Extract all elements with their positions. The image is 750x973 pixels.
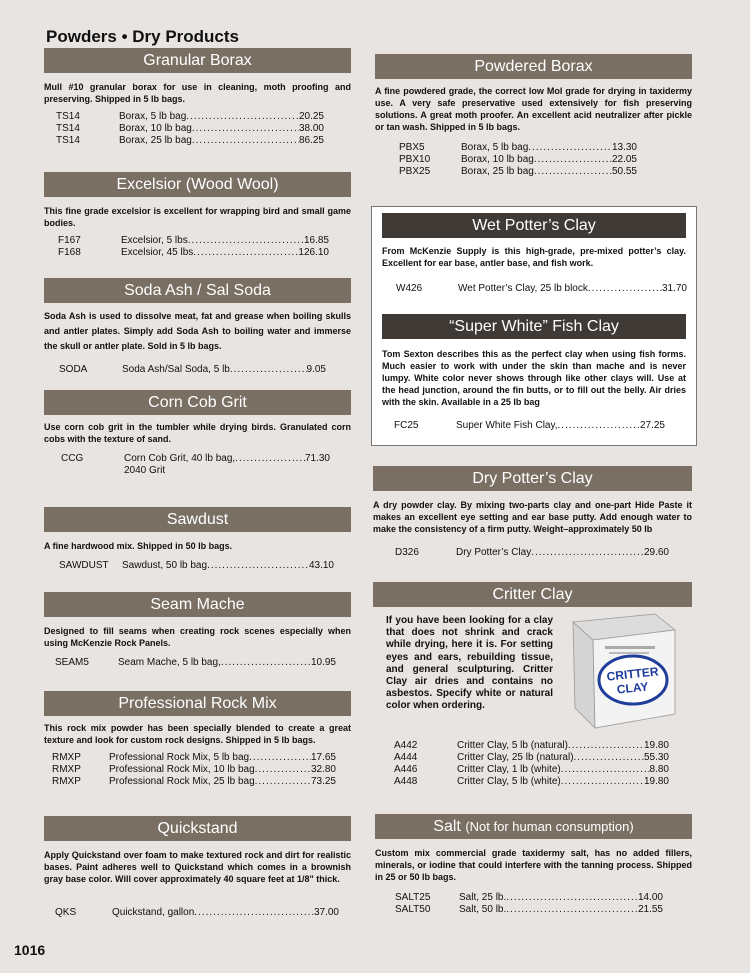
- leader-dots: [186, 111, 299, 123]
- leader-dots: [207, 560, 309, 572]
- leader-dots: [531, 547, 644, 559]
- product-price: 31.70: [661, 283, 687, 294]
- section-title: “Super White” Fish Clay: [382, 314, 686, 339]
- product-price: 27.25: [639, 420, 665, 431]
- salt-title-note: (Not for human consumption): [465, 819, 634, 834]
- section-seam-mache: [44, 592, 351, 669]
- product-code: A448: [394, 776, 418, 787]
- section-powdered-borax: [375, 54, 692, 178]
- product-code: A442: [394, 740, 418, 751]
- product-row: [373, 752, 669, 764]
- product-price: 10.95: [310, 657, 336, 668]
- leader-dots: [506, 904, 638, 916]
- leader-dots: [568, 740, 644, 752]
- clay-feature-box: [371, 206, 697, 446]
- leader-dots: [534, 154, 612, 166]
- product-price: 21.55: [637, 904, 663, 915]
- product-description: Professional Rock Mix, 10 lb bag: [109, 764, 255, 775]
- product-price: 19.80: [643, 776, 669, 787]
- product-code: PBX5: [399, 142, 425, 153]
- product-description: Professional Rock Mix, 5 lb bag: [109, 752, 250, 763]
- extra-note: 2040 Grit: [124, 465, 166, 476]
- product-row: [44, 364, 326, 376]
- leader-dots: [192, 135, 299, 147]
- product-price: 20.25: [298, 111, 324, 122]
- product-row: [44, 453, 330, 465]
- product-row: [44, 752, 336, 764]
- section-description: Tom Sexton describes this as the perfect clay when using fish forms. Much easier to work with under the skin than mache and is never lumpy. White color never shows through like other clays will. Use at the head junction, around the fin butts, or to fill out the belly. Air dries with the skin. Available in a 25 lb bag: [382, 349, 686, 407]
- product-price: 13.30: [611, 142, 637, 153]
- product-price: 16.85: [303, 235, 329, 246]
- product-description: Wet Potter’s Clay, 25 lb block: [458, 283, 588, 294]
- product-code: TS14: [56, 135, 80, 146]
- product-price: 37.00: [313, 907, 339, 918]
- product-row: [382, 283, 687, 295]
- leader-dots: [188, 235, 304, 247]
- section-title: Soda Ash / Sal Soda: [44, 278, 351, 303]
- leader-dots: [192, 123, 299, 135]
- leader-dots: [558, 420, 640, 432]
- section-sawdust: [44, 507, 351, 572]
- product-row: [382, 420, 665, 432]
- product-row: [375, 142, 637, 154]
- section-title: Sawdust: [44, 507, 351, 532]
- section-description: From McKenzie Supply is this high-grade, pre-mixed potter’s clay. Excellent for ear base, antler base, and fish work.: [382, 246, 686, 268]
- leader-dots: [506, 892, 638, 904]
- leader-dots: [588, 283, 662, 295]
- leader-dots: [255, 764, 311, 776]
- section-title: Dry Potter’s Clay: [373, 466, 692, 491]
- section-critter-clay-prices: [373, 740, 692, 788]
- product-code: A446: [394, 764, 418, 775]
- product-code: PBX10: [399, 154, 431, 165]
- product-price: 55.30: [643, 752, 669, 763]
- svg-text:CRITTER: CRITTER: [605, 664, 660, 684]
- product-row: [373, 547, 669, 559]
- product-code: D326: [395, 547, 419, 558]
- product-code: TS14: [56, 123, 80, 134]
- svg-text:CLAY: CLAY: [616, 679, 650, 697]
- leader-dots: [255, 776, 311, 788]
- product-row: [375, 904, 663, 916]
- section-description: Apply Quickstand over foam to make textured rock and dirt for realistic bases. Paint adheres well to Quickstand which comes in a brownish gray base color. Will cover approximately 40 square feet at 1/8" thick.: [44, 850, 351, 884]
- product-price: 8.80: [649, 764, 669, 775]
- product-price: 22.05: [611, 154, 637, 165]
- section-description: Use corn cob grit in the tumbler while drying birds. Granulated corn cobs with the texture of sand.: [44, 422, 351, 444]
- product-code: QKS: [55, 907, 77, 918]
- product-row: [375, 166, 637, 178]
- product-code: RMXP: [52, 764, 81, 775]
- product-code: SALT25: [395, 892, 431, 903]
- section-title: Wet Potter’s Clay: [382, 213, 686, 238]
- section-corn-cob: [44, 390, 351, 477]
- product-row: [44, 235, 329, 247]
- critter-clay-box-image: [565, 612, 678, 730]
- product-row: [44, 764, 336, 776]
- product-description: Critter Clay, 5 lb (white): [457, 776, 561, 787]
- section-title: Critter Clay: [373, 582, 692, 607]
- section-title: Seam Mache: [44, 592, 351, 617]
- product-code: F167: [58, 235, 81, 246]
- product-price: 17.65: [310, 752, 336, 763]
- section-title: Corn Cob Grit: [44, 390, 351, 415]
- product-description: Excelsior, 5 lbs: [121, 235, 188, 246]
- section-super-white: [382, 314, 686, 432]
- section-description: A fine hardwood mix. Shipped in 50 lb bags.: [44, 541, 233, 551]
- section-description: A dry powder clay. By mixing two-parts clay and one-part Hide Paste it makes an excellent eye setting and ear base putty. Add enough water to make the consistency of a firm putty. Weight–approximately 50 lb: [373, 500, 692, 534]
- product-row: [44, 111, 324, 123]
- product-description: Salt, 25 lb.: [459, 892, 507, 903]
- section-title: Powdered Borax: [375, 54, 692, 79]
- section-description: Soda Ash is used to dissolve meat, fat and grease when boiling skulls and antler plates. Simply add Soda Ash to boiling water and immerse the skull or antler plate. Sold in 5 lb bags.: [44, 311, 351, 351]
- product-description: Sawdust, 50 lb bag: [122, 560, 208, 571]
- product-code: RMXP: [52, 776, 81, 787]
- product-code: PBX25: [399, 166, 431, 177]
- leader-dots: [221, 657, 311, 669]
- product-code: FC25: [394, 420, 419, 431]
- product-price: 73.25: [310, 776, 336, 787]
- section-description: This rock mix powder has been specially blended to create a great texture and look for custom rock designs. Shipped in 5 lb bags.: [44, 723, 351, 745]
- product-row: [44, 907, 339, 919]
- section-description: Designed to fill seams when creating rock scenes especially when using McKenzie Rock Panels.: [44, 626, 351, 648]
- product-row: [44, 123, 324, 135]
- product-description: Borax, 25 lb bag: [119, 135, 192, 146]
- product-description: Borax, 5 lb bag: [461, 142, 529, 153]
- product-price: 71.30: [304, 453, 330, 464]
- product-price: 19.80: [643, 740, 669, 751]
- product-description: Professional Rock Mix, 25 lb bag: [109, 776, 255, 787]
- section-excelsior: [44, 172, 351, 259]
- leader-dots: [235, 453, 305, 465]
- product-code: SEAM5: [55, 657, 89, 668]
- product-description: Critter Clay, 5 lb (natural): [457, 740, 568, 751]
- product-row: [375, 154, 637, 166]
- leader-dots: [561, 776, 644, 788]
- section-title: Quickstand: [44, 816, 351, 841]
- product-code: SODA: [59, 364, 88, 375]
- product-price: 38.00: [298, 123, 324, 134]
- product-description: Salt, 50 lb.: [459, 904, 507, 915]
- section-title: [375, 814, 692, 839]
- section-description: Custom mix commercial grade taxidermy salt, has no added fillers, minerals, or iodine that could interfere with the tanning process. Shipped in 25 or 50 lb bags.: [375, 848, 692, 882]
- leader-dots: [534, 166, 612, 178]
- section-dry-clay: [373, 466, 692, 559]
- product-code: F168: [58, 247, 81, 258]
- product-row: [375, 892, 663, 904]
- product-code: SAWDUST: [59, 560, 109, 571]
- product-code: RMXP: [52, 752, 81, 763]
- leader-dots: [574, 752, 644, 764]
- leader-dots: [230, 364, 307, 376]
- product-row: [373, 764, 669, 776]
- product-description: Borax, 5 lb bag: [119, 111, 187, 122]
- product-description: Critter Clay, 1 lb (white): [457, 764, 561, 775]
- product-description: Soda Ash/Sal Soda, 5 lb: [122, 364, 230, 375]
- product-row: [373, 740, 669, 752]
- leader-dots: [249, 752, 311, 764]
- product-row: [44, 657, 336, 669]
- product-row: [44, 560, 334, 572]
- section-critter-clay: [373, 582, 692, 607]
- section-rock-mix: [44, 691, 351, 788]
- section-wet-clay: [382, 213, 686, 295]
- product-price: 43.10: [308, 560, 334, 571]
- section-title: Granular Borax: [44, 48, 351, 73]
- section-description: This fine grade excelsior is excellent for wrapping bird and small game bodies.: [44, 206, 351, 228]
- product-row: [44, 247, 329, 259]
- section-granular-borax: [44, 48, 351, 147]
- product-row: [373, 776, 669, 788]
- product-description: Excelsior, 45 lbs: [121, 247, 194, 258]
- product-description: Borax, 10 lb bag: [461, 154, 534, 165]
- product-description: Borax, 25 lb bag: [461, 166, 534, 177]
- leader-dots: [528, 142, 612, 154]
- product-code: SALT50: [395, 904, 431, 915]
- section-salt: [375, 814, 692, 916]
- product-price: 32.80: [310, 764, 336, 775]
- salt-title: Salt: [433, 818, 461, 835]
- product-code: CCG: [61, 453, 84, 464]
- section-description: If you have been looking for a clay that does not shrink and crack while drying, here it is. For setting eyes and ears, rebuilding tissue, and general sculpturing. Critter Clay air dries and contains no asbestos. Specify white or natural color when ordering.: [386, 615, 553, 712]
- product-price: 9.05: [306, 364, 326, 375]
- product-price: 86.25: [298, 135, 324, 146]
- product-description: Super White Fish Clay,: [456, 420, 558, 431]
- section-title: Excelsior (Wood Wool): [44, 172, 351, 197]
- product-description: Corn Cob Grit, 40 lb bag,: [124, 453, 236, 464]
- product-code: A444: [394, 752, 418, 763]
- section-description: Mull #10 granular borax for use in cleaning, moth proofing and preserving. Shipped in 5 lb bags.: [44, 82, 351, 104]
- product-code: TS14: [56, 111, 80, 122]
- product-row: [44, 135, 324, 147]
- page-title: Powders • Dry Products: [46, 27, 240, 46]
- leader-dots: [561, 764, 650, 776]
- product-price: 126.10: [298, 247, 329, 258]
- product-description: Borax, 10 lb bag: [119, 123, 192, 134]
- product-description: Quickstand, gallon: [112, 907, 195, 918]
- leader-dots: [194, 907, 314, 919]
- product-description: Critter Clay, 25 lb (natural): [457, 752, 574, 763]
- product-price: 50.55: [611, 166, 637, 177]
- product-row: [44, 776, 336, 788]
- section-title: Professional Rock Mix: [44, 691, 351, 716]
- product-description: Dry Potter’s Clay: [456, 547, 532, 558]
- product-price: 14.00: [637, 892, 663, 903]
- product-description: Seam Mache, 5 lb bag,: [118, 657, 221, 668]
- leader-dots: [193, 247, 298, 259]
- product-code: W426: [396, 283, 423, 294]
- product-price: 29.60: [643, 547, 669, 558]
- page-number: 1016: [14, 942, 46, 958]
- section-quickstand: [44, 816, 351, 919]
- section-description: A fine powdered grade, the correct low Mol grade for drying in taxidermy use. A very safe preservative used extensively for fish preserving solutions. A great moth proofer. An excellent acid neutralizer after pickle or tan wash. Shipped in 5 lb bags.: [375, 86, 692, 132]
- section-soda-ash: [44, 278, 351, 376]
